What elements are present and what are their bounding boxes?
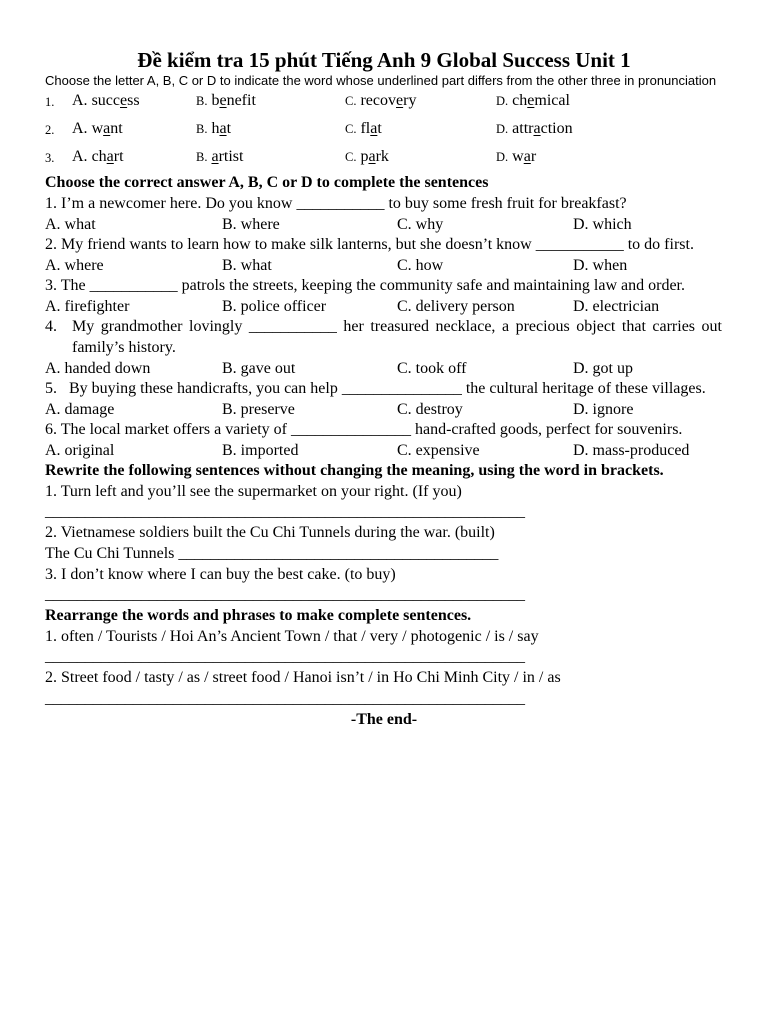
answer-option: B. preserve xyxy=(222,401,295,418)
end-marker: -The end- xyxy=(350,711,418,728)
page-title: Đề kiểm tra 15 phút Tiếng Anh 9 Global Success Unit 1 xyxy=(137,48,631,72)
question-4-block xyxy=(45,317,722,358)
rewrite-prompt: 3. I don’t know where I can buy the best cake. (to buy) xyxy=(45,566,396,583)
rewrite-prompt: 2. Vietnamese soldiers built the Cu Chi Tunnels during the war. (built) xyxy=(45,524,495,541)
option-letter: B. xyxy=(196,122,208,136)
underlined-letters: a xyxy=(219,120,227,137)
underlined-letters: a xyxy=(523,148,531,165)
pronunciation-option xyxy=(196,119,231,139)
word-part: attr xyxy=(512,120,534,137)
question-text: 2. My friend wants to learn how to make silk lanterns, but she doesn’t know ___________ to do first. xyxy=(45,236,694,253)
answer-blank-line[interactable]: The Cu Chi Tunnels ________________________________________ xyxy=(45,545,499,562)
underlined-letters: e xyxy=(120,92,128,109)
option-letter: A. xyxy=(72,120,88,137)
word-part: ry xyxy=(403,92,417,109)
question-text: 3. The ___________ patrols the streets, keeping the community safe and maintaining law and order. xyxy=(45,277,685,294)
answer-blank-line[interactable]: ____________________________________________________________ xyxy=(45,586,525,603)
pronunciation-option xyxy=(345,91,416,111)
word-part: t xyxy=(377,120,382,137)
section1-instruction: Choose the letter A, B, C or D to indicate the word whose underlined part differs from the other three in pronunciation xyxy=(45,73,717,88)
pronunciation-option xyxy=(496,91,570,111)
underlined-letters: a xyxy=(106,148,114,165)
answer-blank-line[interactable]: ____________________________________________________________ xyxy=(45,503,525,520)
question-text: My grandmother lovingly ___________ her treasured necklace, a precious object that carries out family’s history. xyxy=(72,318,722,356)
option-letter: D. xyxy=(496,150,509,164)
word-part: recov xyxy=(360,92,396,109)
answer-blank-line[interactable]: ____________________________________________________________ xyxy=(45,648,525,665)
option-letter: C. xyxy=(345,150,357,164)
word-part: ch xyxy=(91,148,107,165)
word-part: fl xyxy=(360,120,371,137)
word-part: nt xyxy=(110,120,123,137)
answer-blank-line[interactable]: ____________________________________________________________ xyxy=(45,690,525,707)
word-part: rtist xyxy=(218,148,244,165)
underlined-letters: a xyxy=(370,120,378,137)
word-part: rk xyxy=(375,148,389,165)
word-part: r xyxy=(530,148,537,165)
question-number: 1. xyxy=(45,95,55,109)
pronunciation-option xyxy=(345,119,382,139)
underlined-letters: e xyxy=(527,92,535,109)
pronunciation-option xyxy=(72,147,124,167)
answer-option: B. imported xyxy=(222,442,299,459)
question-text: 6. The local market offers a variety of _______________ hand-crafted goods, perfect for souvenirs. xyxy=(45,421,683,438)
answer-option: C. expensive xyxy=(397,442,480,459)
pronunciation-question xyxy=(45,147,725,167)
answer-option: D. which xyxy=(573,216,632,233)
question-number: 2. xyxy=(45,123,55,137)
answer-option: A. where xyxy=(45,257,104,274)
answer-option: B. what xyxy=(222,257,272,274)
answer-option: B. where xyxy=(222,216,280,233)
word-part: w xyxy=(91,120,104,137)
underlined-letters: a xyxy=(368,148,376,165)
answer-option: B. police officer xyxy=(222,298,327,315)
option-letter: B. xyxy=(196,94,208,108)
answer-option: C. took off xyxy=(397,360,467,377)
section4-heading: Rearrange the words and phrases to make complete sentences. xyxy=(45,607,472,624)
word-part: nefit xyxy=(226,92,256,109)
section2-heading: Choose the correct answer A, B, C or D to complete the sentences xyxy=(45,174,489,191)
answer-option: A. firefighter xyxy=(45,298,130,315)
answer-option: D. electrician xyxy=(573,298,660,315)
underlined-letters: a xyxy=(211,148,219,165)
underlined-letters: a xyxy=(533,120,541,137)
pronunciation-option xyxy=(496,147,536,167)
answer-option: C. why xyxy=(397,216,444,233)
underlined-letters: e xyxy=(396,92,404,109)
option-letter: A. xyxy=(72,148,88,165)
answer-option: D. mass-produced xyxy=(573,442,690,459)
word-part: succ xyxy=(91,92,120,109)
word-part: ch xyxy=(512,92,528,109)
question-number: 4. xyxy=(45,318,57,335)
word-part: w xyxy=(512,148,524,165)
section3-heading: Rewrite the following sentences without changing the meaning, using the word in brackets. xyxy=(45,462,664,479)
pronunciation-option xyxy=(496,119,573,139)
answer-option: D. ignore xyxy=(573,401,634,418)
pronunciation-question xyxy=(45,119,725,139)
option-letter: D. xyxy=(496,122,509,136)
underlined-letters: e xyxy=(219,92,227,109)
answer-option: D. when xyxy=(573,257,628,274)
answer-option: C. delivery person xyxy=(397,298,515,315)
answer-option: A. what xyxy=(45,216,96,233)
pronunciation-option xyxy=(72,91,140,111)
answer-option: C. destroy xyxy=(397,401,463,418)
word-part: t xyxy=(226,120,232,137)
answer-option: B. gave out xyxy=(222,360,296,377)
option-letter: C. xyxy=(345,94,357,108)
word-part: b xyxy=(211,92,220,109)
word-part: ction xyxy=(540,120,573,137)
answer-option: D. got up xyxy=(573,360,633,377)
pronunciation-option xyxy=(345,147,389,167)
answer-option: A. damage xyxy=(45,401,115,418)
word-part: mical xyxy=(534,92,570,109)
pronunciation-option xyxy=(196,147,243,167)
rearrange-prompt: 1. often / Tourists / Hoi An’s Ancient Town / that / very / photogenic / is / say xyxy=(45,628,539,645)
underlined-letters: a xyxy=(103,120,111,137)
question-text: 1. I’m a newcomer here. Do you know ___________ to buy some fresh fruit for breakfast? xyxy=(45,195,627,212)
answer-option: A. handed down xyxy=(45,360,151,377)
pronunciation-option xyxy=(196,91,256,111)
word-part: h xyxy=(211,120,220,137)
option-letter: A. xyxy=(72,92,88,109)
pronunciation-option xyxy=(72,119,123,139)
rewrite-prompt: 1. Turn left and you’ll see the supermarket on your right. (If you) xyxy=(45,483,462,500)
answer-option: C. how xyxy=(397,257,444,274)
question-number: 3. xyxy=(45,151,55,165)
question-text: 5. By buying these handicrafts, you can help _______________ the cultural heritage of these villages. xyxy=(45,380,706,397)
option-letter: B. xyxy=(196,150,208,164)
word-part: ss xyxy=(127,92,140,109)
word-part: rt xyxy=(113,148,124,165)
word-part: p xyxy=(360,148,369,165)
option-letter: C. xyxy=(345,122,357,136)
rearrange-prompt: 2. Street food / tasty / as / street food / Hanoi isn’t / in Ho Chi Minh City / in / as xyxy=(45,669,561,686)
pronunciation-question xyxy=(45,91,725,111)
answer-option: A. original xyxy=(45,442,115,459)
option-letter: D. xyxy=(496,94,509,108)
